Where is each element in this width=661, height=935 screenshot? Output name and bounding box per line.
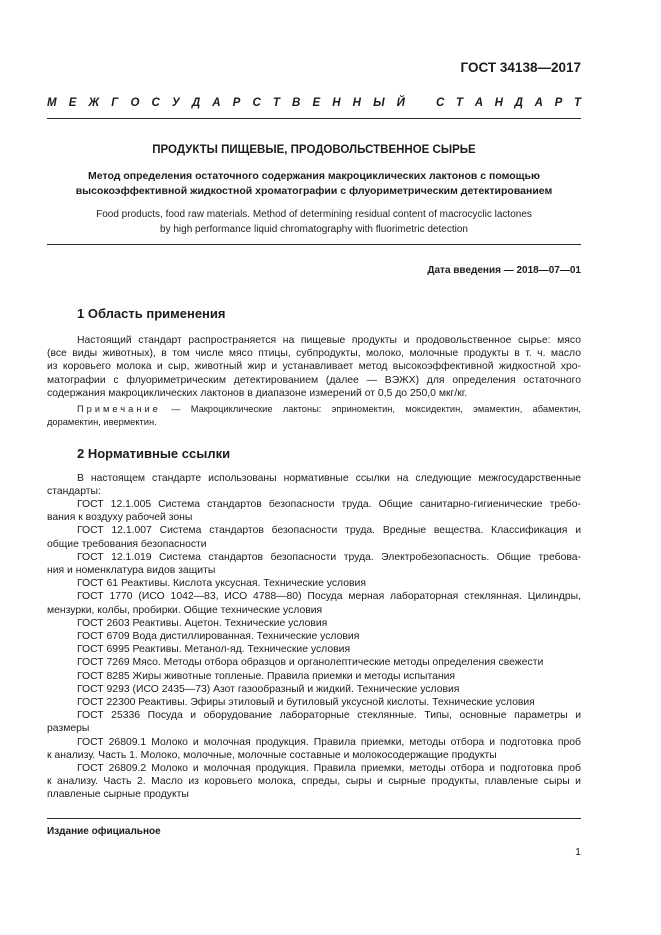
interstate-standard-banner [47,97,581,109]
footer-rule [47,818,581,819]
banner-letter: Т [573,97,581,109]
reference-line: ГОСТ 1770 (ИСО 1042—83, ИСО 4788—80) Посуда мерная лабораторная стеклянная. Цилиндры, [77,591,581,603]
reference-line: ГОСТ 12.1.019 Система стандартов безопасности труда. Электробезопасность. Общие требова- [77,551,581,563]
reference-item [47,670,581,683]
reference-line: ГОСТ 2603 Реактивы. Ацетон. Технические условия [77,617,328,629]
reference-item [47,630,581,643]
banner-letter: Ж [88,97,100,109]
banner-letter: У [171,97,180,109]
reference-line: ГОСТ 61 Реактивы. Кислота уксусная. Технические условия [77,578,366,590]
paragraph-line: содержания макроциклических лактонов в диапазоне измерений от 0,5 до 250,0 мкг/кг. [47,387,468,399]
section-1-paragraph [47,334,581,400]
reference-item [47,498,581,524]
section-1-note [47,403,581,429]
section-1-heading: 1 Область применения [77,306,226,321]
banner-word-2 [436,97,581,109]
reference-item [47,577,581,590]
reference-item [47,709,581,735]
banner-letter: М [47,97,57,109]
document-title: ПРОДУКТЫ ПИЩЕВЫЕ, ПРОДОВОЛЬСТВЕННОЕ СЫРЬЕ [152,144,476,156]
banner-letter: С [151,97,160,109]
banner-letter: Н [352,97,361,109]
banner-letter: Р [232,97,241,109]
banner-letter: Д [191,97,201,109]
document-subtitle [47,169,581,198]
reference-line: ГОСТ 26809.2 Молоко и молочная продукция. Правила приемки, методы отбора и подготовка проб [77,763,581,775]
english-title-line: by high performance liquid chromatography with fluorimetric detection [160,223,468,235]
banner-letter: Н [332,97,341,109]
reference-line: ГОСТ 8285 Жиры животные топленые. Правила приемки и методы испытания [77,670,456,682]
note-label: Примечание [77,404,161,414]
reference-item [47,590,581,616]
header-rule [47,118,581,119]
reference-line: плавленые сырные продукты [47,789,189,801]
reference-item [47,696,581,709]
note-line: дорамектин, ивермектин. [47,417,157,427]
reference-item [47,524,581,550]
introduction-date: Дата введения — 2018—07—01 [427,265,581,276]
banner-letter: С [252,97,261,109]
paragraph-line: из коровьего молока и сыр, животный жир и устанавливает метод высокоэффективной жидкостной хро- [47,361,581,373]
reference-item [47,762,581,802]
reference-item [47,551,581,577]
banner-letter: Г [111,97,119,109]
reference-item [47,643,581,656]
title-rule [47,244,581,245]
paragraph-line: Настоящий стандарт распространяется на пищевые продукты и продовольственное сырье: мясо [77,335,581,346]
reference-line: ГОСТ 12.1.007 Система стандартов безопасности труда. Вредные вещества. Классификация и [77,525,581,537]
banner-word-1 [47,97,405,109]
english-title-line: Food products, food raw materials. Method of determining residual content of macrocyclic lactones [96,209,532,220]
reference-item [47,683,581,696]
reference-item [47,736,581,762]
reference-line: к анализу. Часть 2. Масло из коровьего молока, спреды, сыры и сырные продукты, плавленые сыры и [47,776,581,788]
reference-line: вания к воздуху рабочей зоны [47,512,193,524]
paragraph-line: стандарты: [47,486,101,498]
reference-line: общие требования безопасности [47,538,207,550]
banner-letter: Р [554,97,563,109]
banner-letter: Н [494,97,503,109]
reference-line: ГОСТ 26809.1 Молоко и молочная продукция. Правила приемки, методы отбора и подготовка проб [77,736,581,748]
banner-letter: Е [68,97,77,109]
paragraph-line: (все виды животных), в том числе мясо птицы, субпродукты, молоко, молочные продукты в т. ч. масло [47,348,581,360]
banner-letter: А [474,97,483,109]
reference-line: ния и номенклатура видов защиты [47,565,216,577]
subtitle-line: Метод определения остаточного содержания макроциклических лактонов с помощью [88,170,540,182]
banner-letter: Т [272,97,280,109]
english-title [47,208,581,237]
banner-letter: Е [312,97,321,109]
banner-letter: Д [514,97,523,109]
banner-letter: Ы [373,97,385,109]
reference-line: ГОСТ 7269 Мясо. Методы отбора образцов и органолептические методы определения свежести [77,657,544,669]
reference-line: к анализу. Часть 1. Молоко, молочные, молочные составные и молокосодержащие продукты [47,749,497,761]
reference-item [47,656,581,669]
reference-line: мензурки, колбы, пробирки. Общие технические условия [47,604,323,616]
reference-line: ГОСТ 22300 Реактивы. Эфиры этиловый и бутиловый уксусной кислоты. Технические условия [77,697,535,709]
banner-letter: Й [396,97,405,109]
note-line [47,403,581,416]
reference-line: размеры [47,723,90,735]
edition-label: Издание официальное [47,826,161,837]
banner-letter: О [130,97,140,109]
reference-line: ГОСТ 9293 (ИСО 2435—73) Азот газообразный и жидкий. Технические условия [77,683,460,695]
reference-line: ГОСТ 12.1.005 Система стандартов безопасности труда. Общие санитарно-гигиенические требо- [77,499,581,510]
document-code: ГОСТ 34138—2017 [460,60,581,75]
reference-line: ГОСТ 6995 Реактивы. Метанол-яд. Технические условия [77,644,351,656]
banner-letter: В [292,97,301,109]
banner-letter: С [436,97,445,109]
reference-item [47,617,581,630]
banner-letter: А [212,97,221,109]
banner-letter: А [534,97,543,109]
page-number: 1 [575,846,581,858]
note-text: — Макроциклические лактоны: эприномектин, моксидектин, эмамектин, абамектин, [160,404,581,414]
paragraph-line: матографии с флуориметрическим детектированием (далее — ВЭЖХ) для определения остаточного [47,374,581,386]
paragraph-line: В настоящем стандарте использованы нормативные ссылки на следующие межгосударственные [77,473,581,484]
banner-letter: Т [455,97,464,109]
reference-line: ГОСТ 6709 Вода дистиллированная. Технические условия [77,631,360,643]
normative-references-list [47,498,581,802]
section-2-intro [47,472,581,498]
reference-line: ГОСТ 25336 Посуда и оборудование лабораторные стеклянные. Типы, основные параметры и [77,710,581,722]
section-2-heading: 2 Нормативные ссылки [77,446,231,461]
subtitle-line: высокоэффективной жидкостной хроматографии с флуориметрическим детектированием [75,184,553,197]
